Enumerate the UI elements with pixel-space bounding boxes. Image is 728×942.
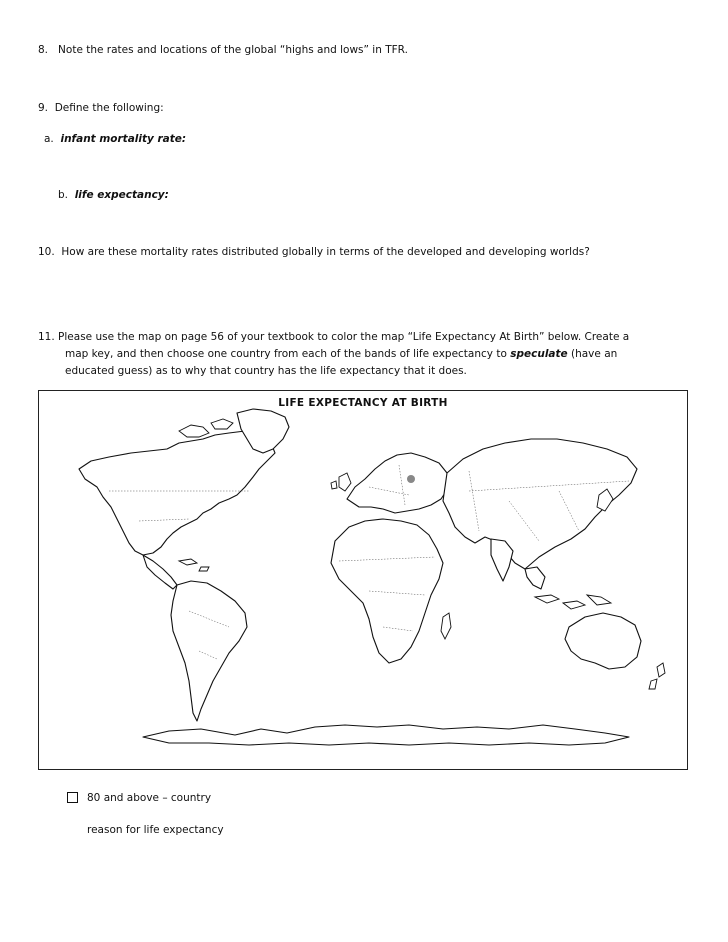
australia-outline bbox=[565, 613, 641, 669]
question-11-number: 11. bbox=[38, 331, 55, 343]
question-11-text-2b: (have an bbox=[567, 348, 618, 360]
map-marker-dot bbox=[407, 475, 415, 483]
question-11-text-2a: map key, and then choose one country from each of the bands of life expectancy to bbox=[65, 348, 511, 360]
south-america-outline bbox=[171, 581, 247, 721]
question-9b bbox=[58, 189, 169, 201]
indonesia-outline bbox=[535, 595, 611, 609]
key-checkbox[interactable] bbox=[67, 792, 78, 803]
southeast-asia-outline bbox=[525, 567, 545, 589]
question-11-line-1 bbox=[38, 331, 629, 343]
africa-outline bbox=[331, 519, 443, 663]
question-10-number: 10. bbox=[38, 246, 55, 258]
question-9 bbox=[38, 102, 164, 114]
new-zealand-outline bbox=[649, 663, 665, 689]
question-8 bbox=[38, 44, 408, 56]
question-11-line-2 bbox=[65, 348, 617, 360]
question-10-text: How are these mortality rates distributed globally in terms of the developed and developing worlds? bbox=[61, 246, 590, 258]
infant-mortality-term: infant mortality rate: bbox=[60, 133, 187, 145]
map-title: LIFE EXPECTANCY AT BIRTH bbox=[278, 397, 448, 409]
question-9-text: Define the following: bbox=[54, 102, 164, 114]
madagascar-outline bbox=[441, 613, 451, 639]
speculate-emphasis: speculate bbox=[510, 348, 568, 360]
key-reason-label: reason for life expectancy bbox=[87, 824, 224, 836]
world-map-frame bbox=[38, 390, 688, 770]
question-9a bbox=[44, 133, 186, 145]
question-11-text-1: Please use the map on page 56 of your textbook to color the map “Life Expectancy At Birth” below. Create a bbox=[58, 331, 630, 343]
question-9-number: 9. bbox=[38, 102, 49, 114]
question-11-line-3 bbox=[65, 365, 467, 377]
caribbean-islands-outline bbox=[179, 559, 209, 571]
question-10 bbox=[38, 246, 590, 258]
key-item-80-above: 80 and above – country bbox=[87, 792, 212, 804]
north-america-outline bbox=[79, 431, 275, 555]
central-america-outline bbox=[143, 555, 177, 589]
question-9a-letter: a. bbox=[44, 133, 54, 145]
british-isles-outline bbox=[331, 473, 351, 491]
question-8-text: Note the rates and locations of the global “highs and lows” in TFR. bbox=[58, 44, 408, 56]
europe-outline bbox=[347, 453, 449, 513]
question-8-number: 8. bbox=[38, 44, 49, 56]
life-expectancy-term: life expectancy: bbox=[74, 189, 169, 201]
world-map bbox=[39, 391, 687, 769]
antarctica-outline bbox=[143, 725, 629, 745]
question-11-text-3: educated guess) as to why that country has the life expectancy that it does. bbox=[65, 365, 467, 377]
question-9b-letter: b. bbox=[58, 189, 69, 201]
